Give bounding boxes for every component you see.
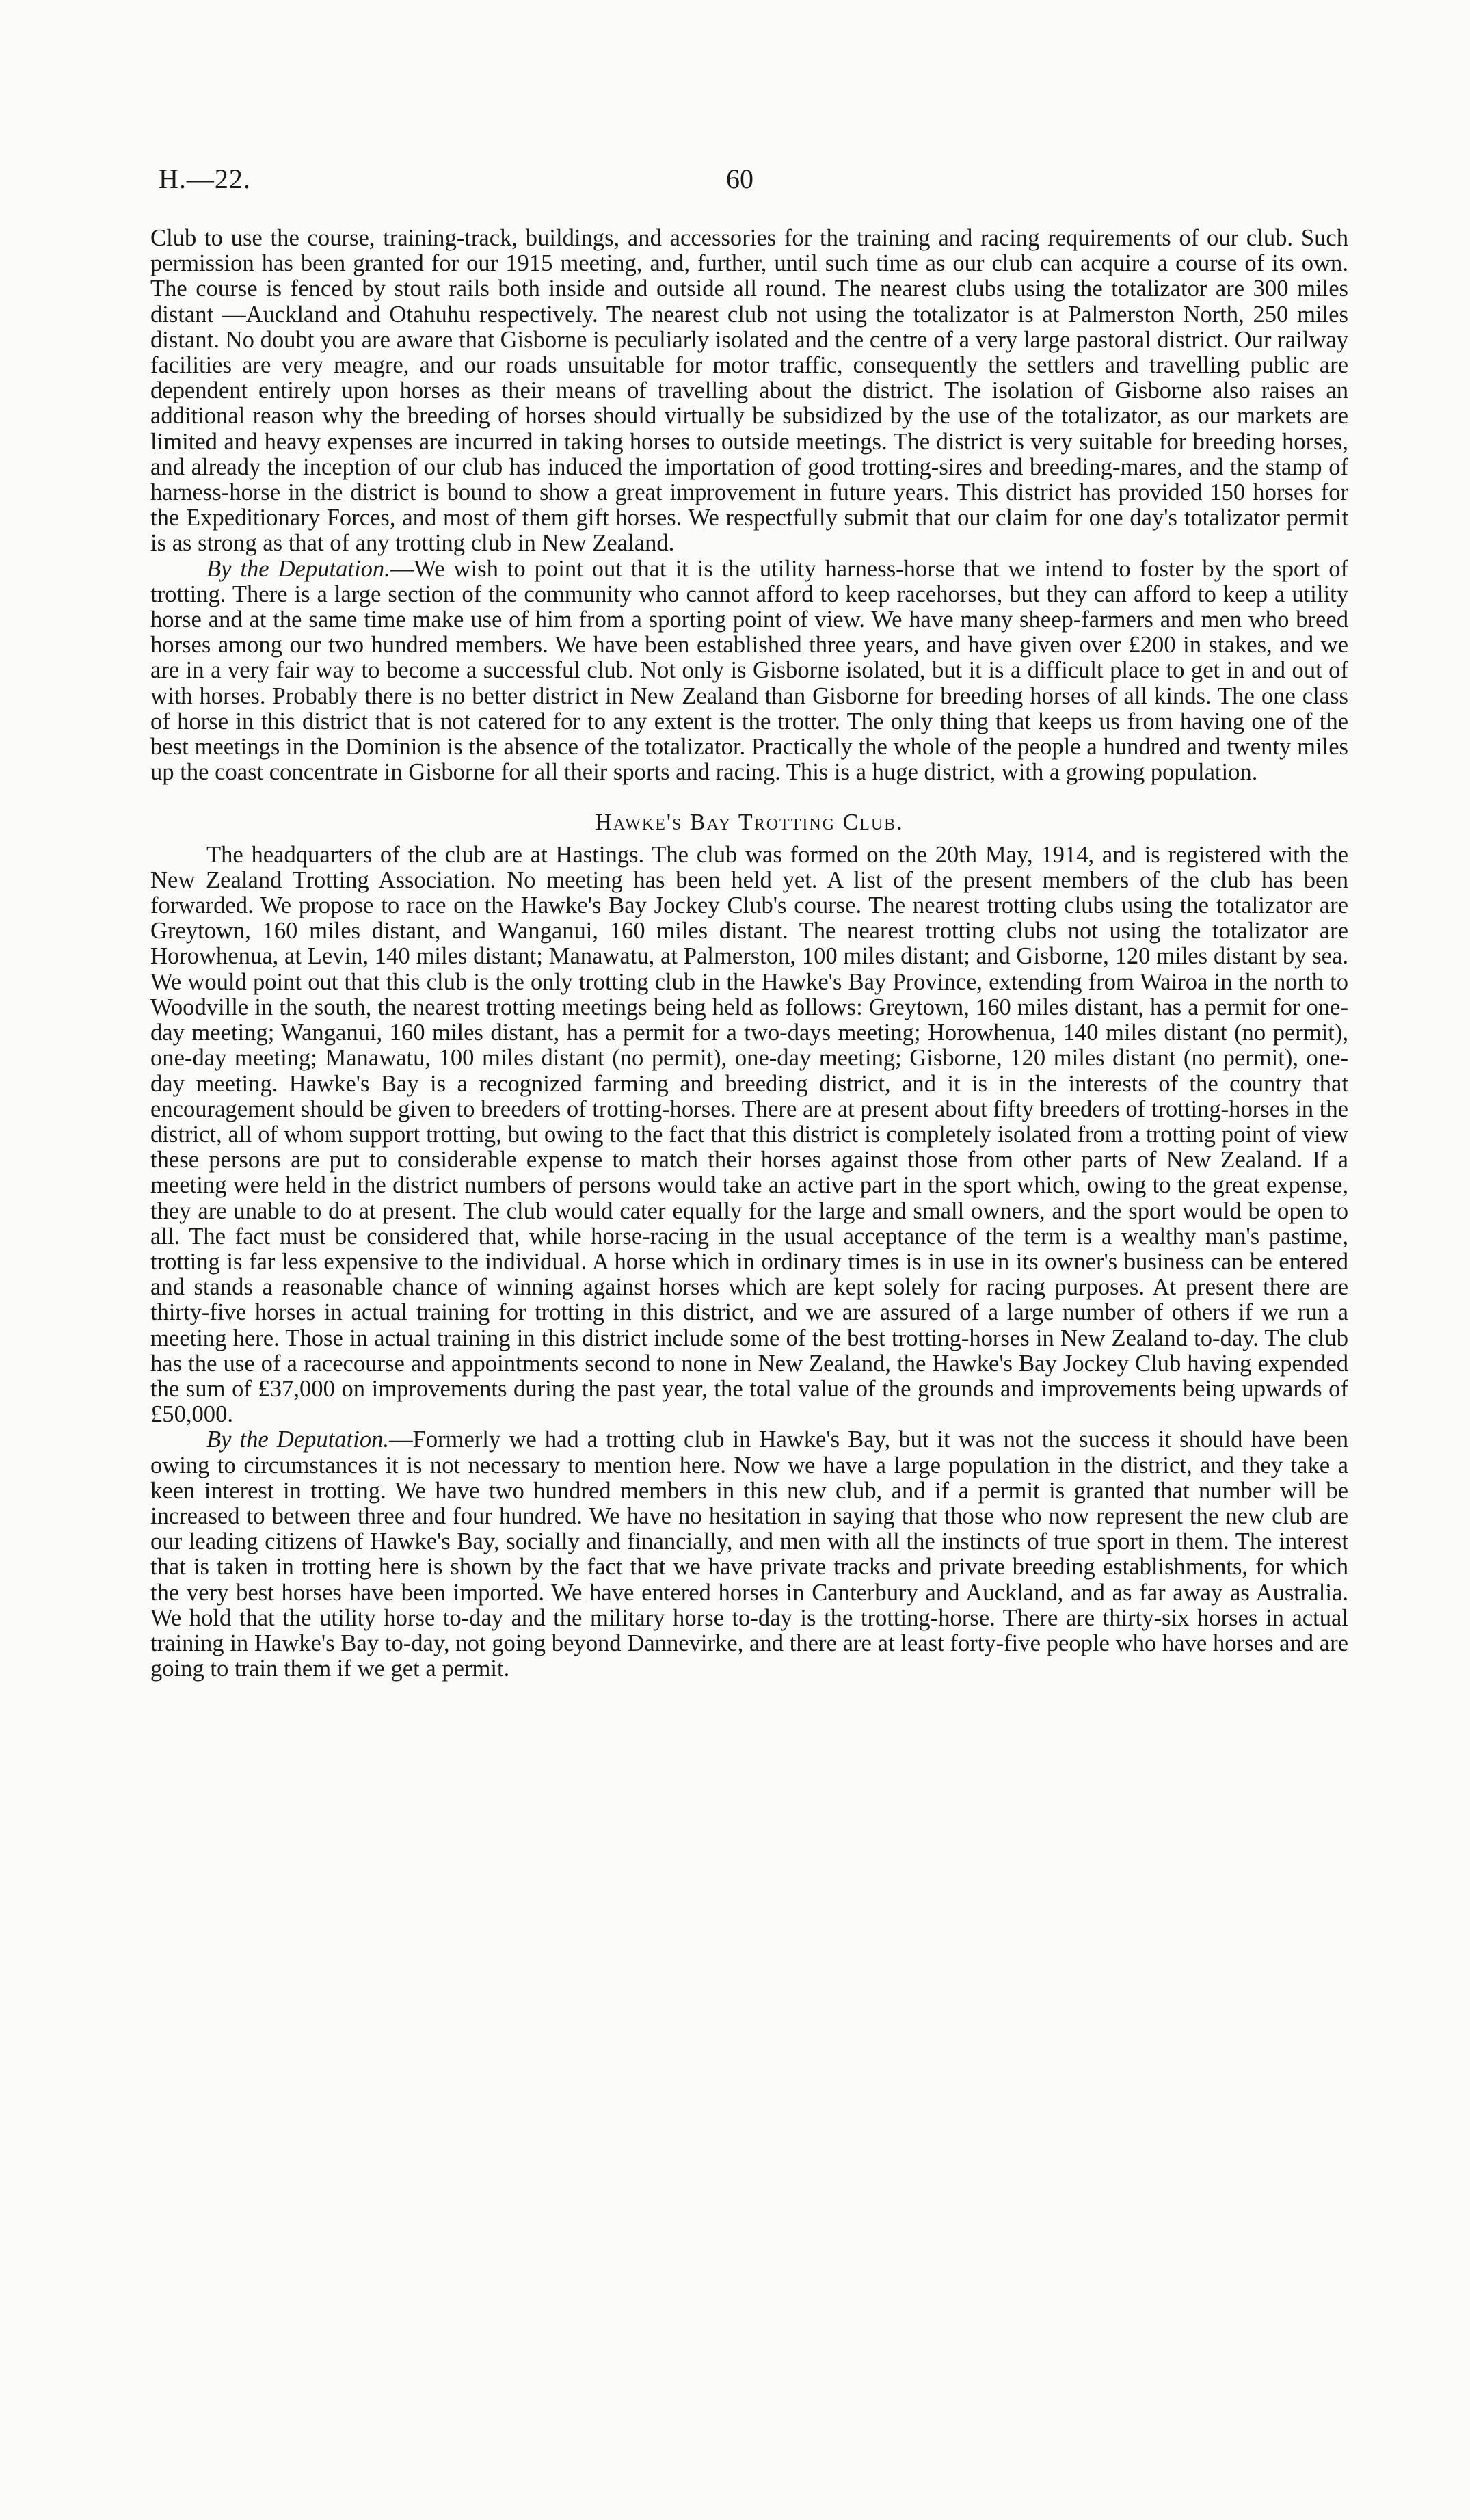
section-heading: Hawke's Bay Trotting Club. [595, 810, 904, 836]
body-text [150, 226, 1348, 1682]
page-header [159, 163, 1341, 204]
paragraph-gisborne-continued: Club to use the course, training-track, buildings, and accessories for the training and racing requirements of our club. Such permission has been granted for our 1915 meeting, and, further, until such time as our club can acquire a course of its own. The course is fenced by stout rails both inside and outside all round. The nearest clubs using the totalizator are 300 miles distant —Auckland and Otahuhu respectively. The nearest club not using the totalizator is at Palmerston North, 250 miles distant. No doubt you are aware that Gisborne is peculiarly isolated and the centre of a very large pastoral district. Our railway facilities are very meagre, and our roads unsuitable for motor traffic, consequently the settlers and travelling public are dependent entirely upon horses as their means of travelling about the district. The isolation of Gisborne also raises an additional reason why the breeding of horses should virtually be subsidized by the use of the totalizator, as our markets are limited and heavy expenses are incurred in taking horses to outside meetings. The district is very suitable for breeding horses, and already the inception of our club has induced the importation of good trotting-sires and breeding-mares, and the stamp of harness-horse in the district is bound to show a great improvement in future years. This district has provided 150 horses for the Expeditionary Forces, and most of them gift horses. We respectfully submit that our claim for one day's totalizator permit is as strong as that of any trotting club in New Zealand. [150, 225, 1348, 557]
document-code: H.—22. [159, 163, 251, 194]
paragraph-hawkes-bay: The headquarters of the club are at Hastings. The club was formed on the 20th May, 1914, and is registered with the New Zealand Trotting Association. No meeting has been held yet. A list of the present members of the club has been forwarded. We propose to race on the Hawke's Bay Jockey Club's course. The nearest trotting clubs using the totalizator are Greytown, 160 miles distant, and Wanganui, 160 miles distant. The nearest trotting clubs not using the totalizator are Horowhenua, at Levin, 140 miles distant; Manawatu, at Palmerston, 100 miles distant; and Gisborne, 120 miles distant by sea. We would point out that this club is the only trotting club in the Hawke's Bay Province, extending from Wairoa in the north to Woodville in the south, the nearest trotting meetings being held as follows: Greytown, 160 miles distant, has a permit for one-day meeting; Wanganui, 160 miles distant, has a permit for a two-days meeting; Horowhenua, 140 miles distant (no permit), one-day meeting; Manawatu, 100 miles distant (no permit), one-day meeting; Gisborne, 120 miles distant (no permit), one-day meeting. Hawke's Bay is a recognized farming and breeding district, and it is in the interests of the country that encouragement should be given to breeders of trotting-horses. There are at present about fifty breeders of trotting-horses in the district, all of whom support trotting, but owing to the fact that this district is completely isolated from a trotting point of view these persons are put to considerable expense to match their horses against those from other parts of New Zealand. If a meeting were held in the district numbers of persons would take an active part in the sport which, owing to the great expense, they are unable to do at present. The club would cater equally for the large and small owners, and the sport would be open to all. The fact must be considered that, while horse-racing in the usual acceptance of the term is a wealthy man's pastime, trotting is far less expensive to the individual. A horse which in ordinary times is in use in its owner's business can be entered and stands a reasonable chance of winning against horses which are kept solely for racing purposes. At present there are thirty-five horses in actual training for trotting in this district, and we are assured of a large number of others if we run a meeting here. Those in actual training in this district include some of the best trotting-horses in New Zealand to-day. The club has the use of a racecourse and appointments second to none in New Zealand, the Hawke's Bay Jockey Club having expended the sum of £37,000 on improvements during the past year, the total value of the grounds and improvements being upwards of £50,000. [150, 841, 1348, 1428]
paragraph-gisborne-deputation [150, 557, 1348, 786]
speaker-label: By the Deputation. [206, 555, 390, 582]
page-number: 60 [726, 163, 753, 194]
speaker-label: By the Deputation. [206, 1427, 390, 1453]
paragraph-text: —Formerly we had a trotting club in Hawke's Bay, but it was not the success it should have been owing to circumstances it is not necessary to mention here. Now we have a large population in the district, and they take a keen interest in trotting. We have two hundred members in this new club, and if a permit is granted that number will be increased to between three and four hundred. We have no hesitation in saying that those who now represent the new club are our leading citizens of Hawke's Bay, socially and financially, and men with all the instincts of true sport in them. The interest that is taken in trotting here is shown by the fact that we have private tracks and private breeding establishments, for which the very best horses have been imported. We have entered horses in Canterbury and Auckland, and as far away as Australia. We hold that the utility horse to-day and the military horse to-day is the trotting-horse. There are thirty-six horses in actual training in Hawke's Bay to-day, not going beyond Dannevirke, and there are at least forty-five people who have horses and are going to train them if we get a permit. [150, 1427, 1348, 1682]
paragraph-hawkes-bay-deputation [150, 1427, 1348, 1682]
paragraph-text: —We wish to point out that it is the utility harness-horse that we intend to foster by the sport of trotting. There is a large section of the community who cannot afford to keep racehorses, but they can afford to keep a utility horse and at the same time make use of him from a sporting point of view. We have many sheep-farmers and men who breed horses among our two hundred members. We have been established three years, and have given over £200 in stakes, and we are in a very fair way to become a successful club. Not only is Gisborne isolated, but it is a difficult place to get in and out of with horses. Probably there is no better district in New Zealand than Gisborne for breeding horses of all kinds. The one class of horse in this district that is not catered for to any extent is the trotter. The only thing that keeps us from having one of the best meetings in the Dominion is the absence of the totalizator. Practically the whole of the people a hundred and twenty miles up the coast concentrate in Gisborne for all their sports and racing. This is a huge district, with a growing population. [150, 555, 1349, 786]
